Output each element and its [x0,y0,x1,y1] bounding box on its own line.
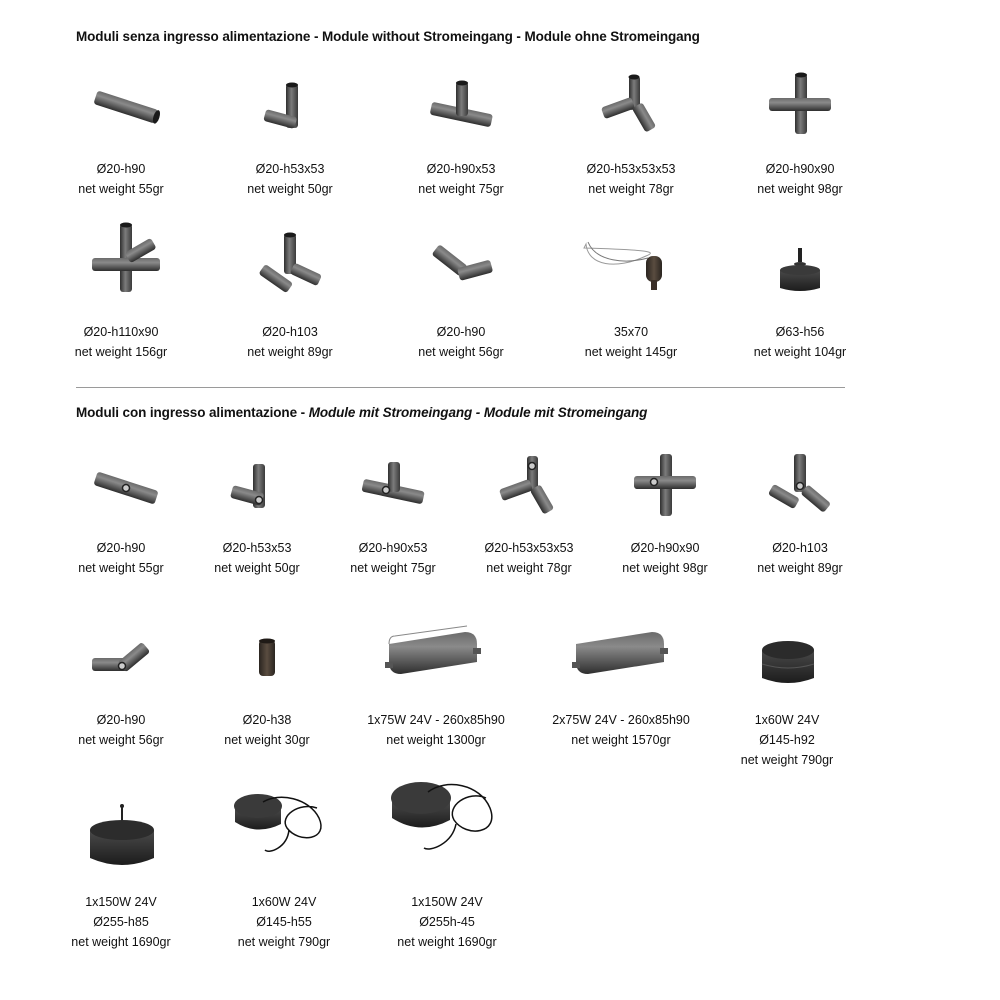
caption-line: Ø20-h53x53 [222,541,292,555]
caption-line: net weight 1300gr [386,733,486,747]
caption-line: net weight 1690gr [397,935,497,949]
caption-line: 1x150W 24V [85,895,157,909]
canopy-with-cable-icon [229,788,339,866]
caption-line: Ø20-h90 [96,162,146,176]
product-caption [362,892,532,952]
caption-line: Ø145-h92 [759,733,815,747]
product-caption [702,710,872,770]
caption-line: net weight 75gr [418,182,504,196]
driver-housing-icon [381,628,491,682]
caption-line: 35x70 [613,325,649,339]
caption-line: net weight 50gr [247,182,333,196]
caption-line: Ø63-h56 [775,325,825,339]
caption-line: 1x150W 24V [411,895,483,909]
tee-tube-icon [426,78,496,136]
section-title-text: Moduli senza ingresso alimentazione - Module without Stromeingang - Module ohne Stromeingang [76,29,700,44]
caption-line: Ø20-h103 [262,325,318,339]
caption-line: net weight 56gr [78,733,164,747]
cable-pendant-icon [576,236,676,298]
section-title-italic-text: Module mit Stromeingang - Module mit Stromeingang [308,405,648,420]
canopy-driver-icon [760,634,816,690]
product-caption [546,322,716,362]
caption-line: net weight 790gr [237,935,331,949]
caption-line: net weight 30gr [224,733,310,747]
powered-elbow-tube-icon [88,630,154,686]
caption-line: 1x60W 24V [251,895,317,909]
product-caption [536,710,706,750]
caption-line: Ø20-h53x53 [255,162,325,176]
product-caption [182,710,352,750]
caption-line: net weight 56gr [418,345,504,359]
caption-line: net weight 790gr [740,753,834,767]
powered-corner-tube-icon [227,458,287,516]
corner-tube-icon [260,78,320,136]
product-caption [715,538,885,578]
product-caption [376,159,546,199]
five-way-tube-icon [86,222,166,294]
caption-line: net weight 78gr [588,182,674,196]
caption-line: net weight 1690gr [71,935,171,949]
y-tube-icon [255,230,325,294]
straight-tube-icon [86,82,166,132]
section-divider [76,387,845,388]
caption-line: net weight 104gr [753,345,847,359]
product-caption [205,159,375,199]
section-title-text: Moduli con ingresso alimentazione - [76,405,309,420]
product-caption [205,322,375,362]
product-caption [36,159,206,199]
powered-tee-tube-icon [358,458,428,516]
caption-line: Ø145-h55 [256,915,312,929]
powered-straight-tube-icon [86,462,166,514]
caption-line: net weight 98gr [622,561,708,575]
product-caption [715,159,885,199]
product-caption [376,322,546,362]
product-caption [351,710,521,750]
cross-tube-icon [765,72,835,136]
product-caption [36,892,206,952]
section-title-without-power [76,29,700,44]
small-canopy-icon [777,244,823,296]
product-caption [715,322,885,362]
caption-line: Ø20-h90 [436,325,486,339]
product-caption [36,710,206,750]
elbow-tube-icon [426,236,496,286]
caption-line: net weight 55gr [78,182,164,196]
caption-line: 2x75W 24V - 260x85h90 [552,713,690,727]
caption-line: Ø20-h38 [242,713,292,727]
caption-line: net weight 78gr [486,561,572,575]
caption-line: Ø20-h110x90 [83,325,159,339]
caption-line: net weight 50gr [214,561,300,575]
caption-line: Ø20-h90 [96,713,146,727]
double-driver-housing-icon [568,628,678,682]
product-caption [199,892,369,952]
caption-line: Ø20-h103 [772,541,828,555]
caption-line: net weight 75gr [350,561,436,575]
product-caption [546,159,716,199]
caption-line: Ø20-h90 [96,541,146,555]
caption-line: Ø20-h90x53 [426,162,496,176]
caption-line: net weight 98gr [757,182,843,196]
short-tube-icon [252,636,282,682]
powered-cross-tube-icon [630,452,700,518]
powered-three-way-tube-icon [496,452,566,516]
caption-line: 1x60W 24V [754,713,820,727]
three-way-tube-icon [598,72,668,134]
product-caption [36,322,206,362]
caption-line: Ø20-h53x53x53 [586,162,676,176]
caption-line: net weight 1570gr [571,733,671,747]
caption-line: net weight 89gr [757,561,843,575]
caption-line: Ø255-h85 [93,915,149,929]
large-canopy-with-cable-icon [386,774,506,864]
caption-line: 1x75W 24V - 260x85h90 [367,713,505,727]
section-title-with-power [76,405,647,420]
caption-line: Ø20-h90x53 [358,541,428,555]
caption-line: net weight 55gr [78,561,164,575]
caption-line: net weight 145gr [584,345,678,359]
caption-line: net weight 156gr [74,345,168,359]
caption-line: Ø20-h53x53x53 [484,541,574,555]
caption-line: net weight 89gr [247,345,333,359]
caption-line: Ø20-h90x90 [765,162,835,176]
powered-y-tube-icon [765,452,835,518]
caption-line: Ø255h-45 [419,915,475,929]
large-canopy-driver-icon [86,802,158,870]
caption-line: Ø20-h90x90 [630,541,700,555]
